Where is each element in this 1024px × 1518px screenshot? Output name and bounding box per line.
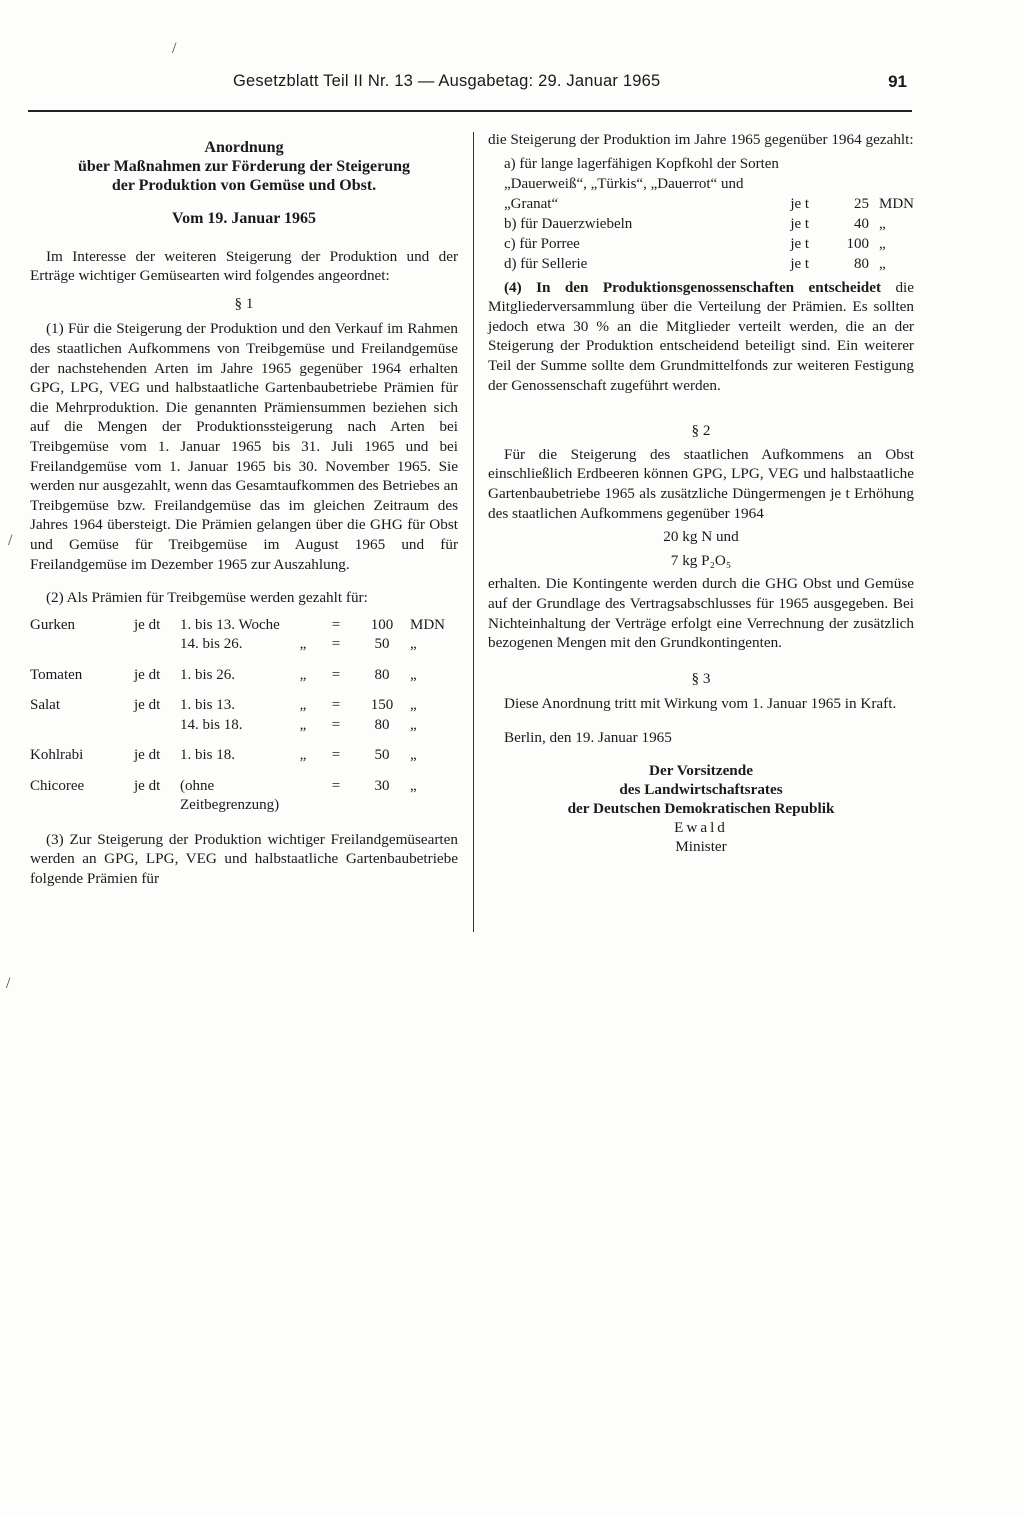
freiland-label: b) für Dauerzwiebeln (504, 215, 633, 232)
freiland-premium-table (488, 154, 914, 274)
premium-currency: „ (410, 666, 417, 683)
premium-amount: 100 (370, 616, 394, 633)
paragraph-3-continued: die Steigerung der Produktion im Jahre 1965 gegenüber 1964 gezahlt: (488, 131, 914, 148)
signature-block (488, 761, 914, 856)
premium-unit: je dt (134, 666, 161, 683)
signature-title-3: der Deutschen Demokratischen Republik (567, 800, 835, 818)
page-header (28, 70, 912, 112)
premium-equals: = (331, 697, 341, 714)
page-number: 91 (888, 72, 907, 91)
freiland-amount: 80 (853, 255, 869, 272)
paragraph-4-lead: (4) In den Produktionsgenossenschaften entscheidet (504, 278, 882, 296)
margin-mark: / (8, 532, 13, 549)
section-1-paragraph-1: (1) Für die Steigerung der Produktion und den Verkauf im Rahmen des staatlichen Aufkommens von Treibgemüse und Freilandgemüse der nachstehenden Arten im Jahre 1965 gegenüber 1964 erhalten GPG, LPG, VEG und halbstaatliche Gartenbaubetriebe Prämien für die Mehrproduktion. Die genannten Prämiensummen beziehen sich auf die Mengen der Produktionssteigerung nach Arten bei Treibgemüse vom 1. Januar 1965 bis 31. Juli 1965 und bei Freilandgemüse vom 1. Januar 1965 bis 30. November 1965. Sie werden nur ausgezahlt, wenn das Gesamtaufkommen des Betriebes an Treibgemüse bzw. Freilandgemüse das im gleichen Zeitraum des Jahres 1964 übersteigt. Die Prämien gelangen über die GHG für Obst und Gemüse für Treibgemüse im August 1965 und für Freilandgemüse im Dezember 1965 zur Auszahlung. (30, 320, 458, 573)
premium-row (30, 746, 458, 766)
premium-amount: 50 (374, 636, 390, 653)
premium-equals: = (331, 777, 341, 794)
section-2-paragraph: Für die Steigerung des staatlichen Aufkommens an Obst einschließlich Erdbeeren können GPG, LPG, VEG und halbstaatliche Gartenbaubetriebe 1965 als zusätzliche Düngermengen je t Erhöhung des staatlichen Aufkommens gegenüber 1964 (488, 445, 914, 522)
signature-title-1: Der Vorsitzende (649, 762, 753, 780)
premium-table (30, 616, 458, 816)
premium-period: (ohne Zeitbegrenzung) (180, 777, 280, 814)
premium-row-gap (30, 655, 458, 666)
freiland-label: a) für lange lagerfähigen Kopfkohl der Sorten „Dauerweiß“, „Türkis“, „Dauerrot“ und „Granat“ (504, 155, 779, 212)
premium-currency: „ (410, 636, 417, 653)
freiland-amount: 25 (853, 195, 869, 212)
section-2-heading: § 2 (691, 422, 711, 440)
freiland-currency: MDN (878, 195, 914, 212)
premium-period: 1. bis 13. Woche (180, 616, 280, 633)
title-line-2: über Maßnahmen zur Förderung der Steigerung (77, 158, 410, 175)
signature-name: Ewald (674, 819, 728, 837)
section-3-heading: § 3 (691, 669, 711, 687)
header-title: Gesetzblatt Teil II Nr. 13 — Ausgabetag: 29. Januar 1965 (233, 72, 661, 90)
freiland-row (488, 154, 914, 214)
premium-currency: „ (410, 716, 417, 733)
premium-row (30, 716, 458, 736)
premium-ditto: „ (299, 666, 307, 683)
column-divider (473, 132, 474, 932)
premium-equals: = (331, 666, 341, 683)
premium-row-gap (30, 685, 458, 696)
freiland-currency: „ (878, 255, 886, 272)
premium-ditto: „ (299, 716, 307, 733)
freiland-label: c) für Porree (504, 235, 580, 252)
premium-period: 1. bis 13. (180, 697, 236, 714)
premium-row (30, 696, 458, 716)
section-2-paragraph-2: erhalten. Die Kontingente werden durch die GHG Obst und Gemüse auf der Grundlage des Vertragsabschlusses für 1965 ausgegeben. Bei Nichteinhaltung der Verträge erfolgt eine Verrechnung der zusätzlich bezogenen Mengen mit den Grundkontingenten. (488, 575, 914, 652)
premium-ditto (288, 777, 318, 816)
freiland-amount: 40 (853, 215, 869, 232)
freiland-unit: je t (790, 235, 810, 252)
premium-period: 14. bis 18. (180, 716, 243, 733)
fertilizer-nitrogen: 20 kg N und (663, 528, 739, 546)
paragraph-4 (488, 278, 914, 396)
right-column (488, 130, 914, 856)
freiland-row (488, 214, 914, 234)
premium-row (30, 635, 458, 655)
premium-row (30, 666, 458, 686)
freiland-unit: je t (790, 215, 810, 232)
premium-equals: = (331, 716, 341, 733)
premium-crop: Gurken (30, 616, 75, 633)
premium-period: 1. bis 18. (180, 747, 236, 764)
premium-equals: = (331, 747, 341, 764)
premium-currency: MDN (410, 616, 446, 633)
freiland-row (488, 254, 914, 274)
intro-paragraph: Im Interesse der weiteren Steigerung der Produktion und der Erträge wichtiger Gemüsearten wird folgendes angeordnet: (30, 247, 458, 285)
margin-mark: / (172, 40, 177, 57)
left-column (30, 130, 458, 888)
premium-amount: 150 (370, 697, 394, 714)
premium-row-gap (30, 735, 458, 746)
fertilizer-phosphate: 7 kg P₂O₅ (670, 551, 732, 569)
premium-ditto: „ (299, 697, 307, 714)
freiland-amount: 100 (846, 235, 869, 252)
premium-row (30, 616, 458, 636)
premium-currency: „ (410, 697, 417, 714)
premium-amount: 80 (374, 666, 390, 683)
premium-unit: je dt (134, 777, 161, 794)
place-and-date: Berlin, den 19. Januar 1965 (504, 728, 672, 746)
premium-crop (30, 716, 134, 736)
premium-currency: „ (410, 747, 417, 764)
premium-crop: Kohlrabi (30, 747, 84, 764)
premium-amount: 50 (374, 747, 390, 764)
premium-crop (30, 635, 134, 655)
premium-period: 1. bis 26. (180, 666, 236, 683)
title-line-3: der Produktion von Gemüse und Obst. (111, 177, 377, 194)
freiland-label: d) für Sellerie (504, 255, 588, 272)
signature-role: Minister (675, 838, 727, 856)
premium-equals: = (331, 636, 341, 653)
premium-row (30, 777, 458, 816)
freiland-unit: je t (790, 195, 810, 212)
decree-date: Vom 19. Januar 1965 (171, 210, 317, 227)
title-line-1: Anordnung (204, 139, 284, 156)
premium-ditto: „ (299, 747, 307, 764)
section-1-heading: § 1 (234, 294, 254, 312)
signature-title-2: des Landwirtschaftsrates (619, 781, 783, 799)
premium-ditto: „ (299, 636, 307, 653)
section-3-paragraph: Diese Anordnung tritt mit Wirkung vom 1. Januar 1965 in Kraft. (504, 695, 897, 713)
premium-row-gap (30, 766, 458, 777)
paragraph-4-body: die Mitgliederversammlung über die Verteilung der Prämien. Es sollten jedoch etwa 30 % an die Mitglieder verteilt werden, die an der Steigerung der Produktion entscheidend beteiligt sind. Ein weiterer Teil der Summe sollte dem Grundmittelfonds zur weiteren Festigung der Genossenschaft zugeführt werden. (488, 278, 915, 394)
margin-mark: / (6, 975, 11, 992)
premium-unit: je dt (134, 697, 161, 714)
freiland-currency: „ (878, 215, 886, 232)
premium-unit (134, 635, 180, 655)
section-1-paragraph-2: (2) Als Prämien für Treibgemüse werden gezahlt für: (46, 589, 368, 607)
premium-crop: Chicoree (30, 777, 85, 794)
premium-crop: Salat (30, 697, 60, 714)
premium-currency: „ (410, 777, 417, 794)
premium-equals: = (331, 616, 341, 633)
premium-unit: je dt (134, 747, 161, 764)
premium-amount: 30 (374, 777, 390, 794)
section-1-paragraph-3: (3) Zur Steigerung der Produktion wichtiger Freilandgemüsearten werden an GPG, LPG, VEG und halbstaatliche Gartenbaubetriebe folgende Prämien für (30, 830, 458, 887)
freiland-unit: je t (790, 255, 810, 272)
premium-unit: je dt (134, 616, 161, 633)
freiland-currency: „ (878, 235, 886, 252)
premium-ditto (288, 616, 318, 636)
freiland-row (488, 234, 914, 254)
premium-crop: Tomaten (30, 666, 83, 683)
premium-unit (134, 716, 180, 736)
premium-period: 14. bis 26. (180, 636, 243, 653)
premium-amount: 80 (374, 716, 390, 733)
